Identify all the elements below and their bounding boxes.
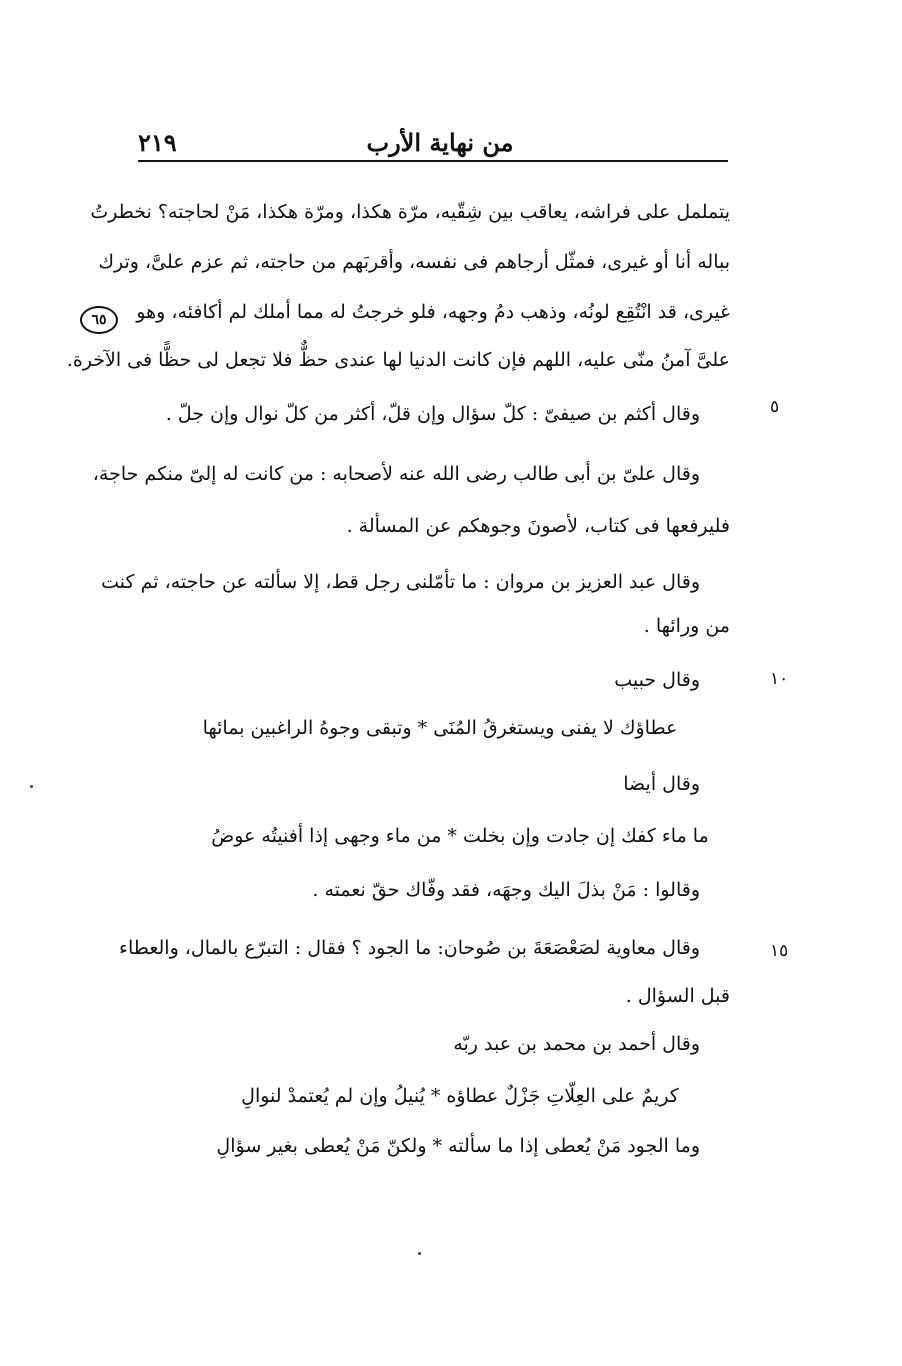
header-rule: [138, 160, 728, 162]
text-line: وقال أحمد بن محمد بن عبد ربّه: [453, 1033, 700, 1055]
verse-line: وما الجود مَنْ يُعطى إذا ما سألته * ولكنّ مَنْ يُعطى بغير سؤالِ: [216, 1135, 700, 1157]
speck: [418, 1252, 421, 1255]
speck: [30, 785, 33, 788]
margin-line-number: ١٠: [770, 669, 789, 689]
text-line: وقال حبيب: [614, 669, 700, 691]
text-line: بباله أنا أو غيرى، فمثّل أرجاهم فى نفسه، وأقربَهم من حاجته، ثم عزم علىَّ، وترك: [98, 251, 730, 273]
text-line: فليرفعها فى كتاب، لأصونَ وجوهكم عن المسألة .: [346, 515, 730, 537]
margin-line-number: ١٥: [770, 941, 789, 961]
text-line: غيرى، قد انْتُقِع لونُه، وذهب دمُ وجهه، فلو خرجتُ له مما أملك لم أكافئه، وهو: [136, 301, 730, 323]
text-line: وقال عبد العزيز بن مروان : ما تأمّلنى رجل قط، إلا سألته عن حاجته، ثم كنت: [101, 571, 700, 593]
text-line: علىَّ آمنُ منّى عليه، اللهم فإن كانت الدنيا لها عندى حظٌّ فلا تجعل لى حظًّا فى الآخرة.: [66, 349, 730, 371]
verse-line: عطاؤك لا يفنى ويستغرقُ المُنَى * وتبقى وجوهُ الراغبين بمائها: [202, 717, 678, 739]
text-line: وقال علىّ بن أبى طالب رضى الله عنه لأصحابه : من كانت له إلىّ منكم حاجة،: [92, 463, 700, 485]
text-line: وقالوا : مَنْ بذلَ اليك وجهَه، فقد وفّاك حقّ نعمته .: [312, 879, 700, 901]
text-line: وقال أيضا: [623, 773, 700, 795]
text-line: من ورائها .: [643, 615, 730, 637]
text-line: يتململ على فراشه، يعاقب بين شِقّيه، مرّة هكذا، ومرّة هكذا، مَنْ لحاجته؟ نخطرتُ: [90, 201, 730, 223]
running-header-title: من نهاية الأرب: [366, 128, 514, 157]
verse-line: ما ماء كفك إن جادت وإن بخلت * من ماء وجهى إذا أفنيتُه عوضُ: [211, 825, 709, 847]
verse-line: كريمٌ على العِلّاتِ جَزْلٌ عطاؤه * يُنيلُ وإن لم يُعتمدْ لنوالِ: [241, 1085, 679, 1107]
text-line: وقال أكثم بن صيفىّ : كلّ سؤال وإن قلّ، أكثر من كلّ نوال وإن جلّ .: [165, 403, 700, 425]
margin-line-number: ٥: [770, 397, 780, 417]
text-line: قبل السؤال .: [625, 985, 730, 1007]
margin-seal: ٦٥: [80, 306, 118, 334]
text-line: وقال معاوية لصَعْصَعَةَ بن صُوحان: ما الجود ؟ فقال : التبرّع بالمال، والعطاء: [119, 937, 700, 959]
page-number: ٢١٩: [138, 128, 177, 157]
